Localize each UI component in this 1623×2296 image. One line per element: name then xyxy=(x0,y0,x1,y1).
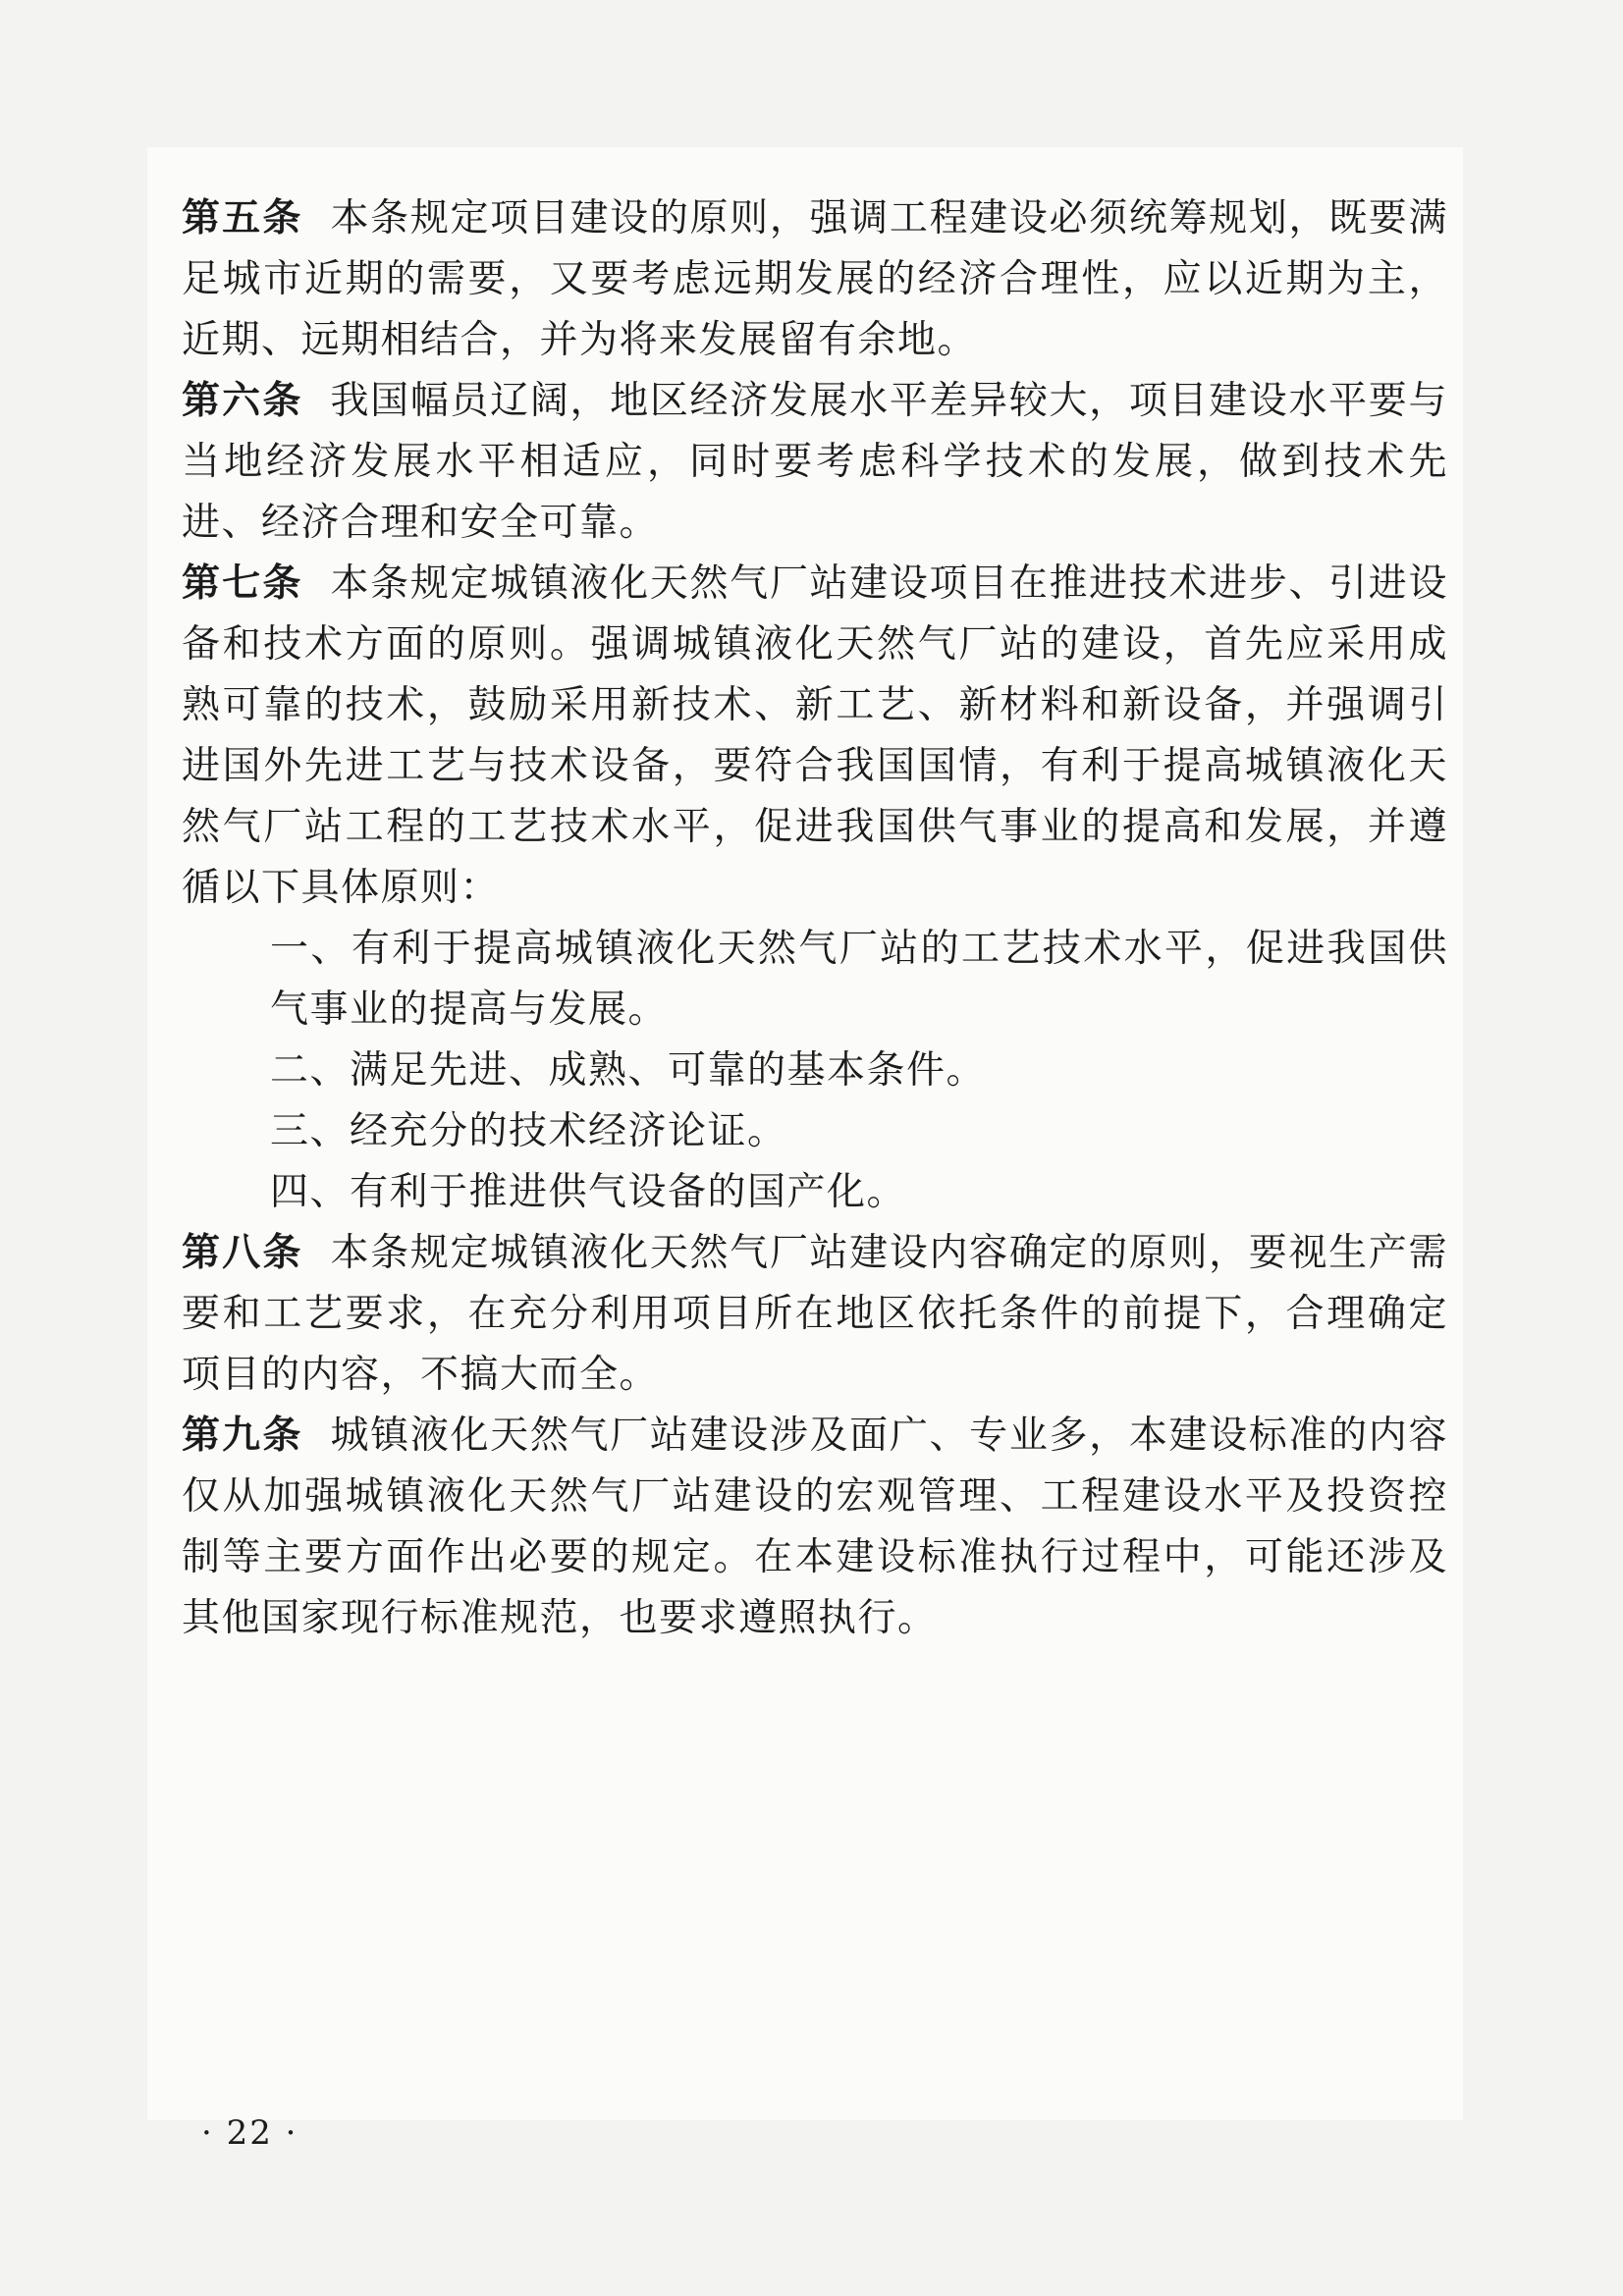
article-text: 本条规定项目建设的原则，强调工程建设必须统筹规划，既要满足城市近期的需要，又要考虑远期发展的经济合理性，应以近期为主，近期、远期相结合，并为将来发展留有余地。 xyxy=(182,196,1448,362)
article-text: 城镇液化天然气厂站建设涉及面广、专业多，本建设标准的内容仅从加强城镇液化天然气厂站建设的宏观管理、工程建设水平及投资控制等主要方面作出必要的规定。在本建设标准执行过程中，可能还涉及其他国家现行标准规范，也要求遵照执行。 xyxy=(182,1414,1448,1640)
article-7 xyxy=(182,554,1448,919)
article-5 xyxy=(182,188,1448,371)
list-item: 一、有利于提高城镇液化天然气厂站的工艺技术水平，促进我国供气事业的提高与发展。 xyxy=(270,927,1448,1032)
article-9 xyxy=(182,1406,1448,1649)
list-item: 二、满足先进、成熟、可靠的基本条件。 xyxy=(270,1048,987,1093)
article-heading: 第五条 xyxy=(182,196,303,240)
article-heading: 第七条 xyxy=(182,561,303,606)
article-heading: 第六条 xyxy=(182,379,303,423)
article-8 xyxy=(182,1223,1448,1406)
article-text: 本条规定城镇液化天然气厂站建设内容确定的原则，要视生产需要和工艺要求，在充分利用项目所在地区依托条件的前提下，合理确定项目的内容，不搞大而全。 xyxy=(182,1231,1448,1397)
list-item: 三、经充分的技术经济论证。 xyxy=(270,1109,787,1153)
article-6 xyxy=(182,371,1448,554)
article-text: 本条规定城镇液化天然气厂站建设项目在推进技术进步、引进设备和技术方面的原则。强调城镇液化天然气厂站的建设，首先应采用成熟可靠的技术，鼓励采用新技术、新工艺、新材料和新设备，并强调引进国外先进工艺与技术设备，要符合我国国情，有利于提高城镇液化天然气厂站工程的工艺技术水平，促进我国供气事业的提高和发展，并遵循以下具体原则： xyxy=(182,561,1448,910)
list-item: 四、有利于推进供气设备的国产化。 xyxy=(270,1170,907,1214)
article-heading: 第九条 xyxy=(182,1414,303,1458)
page-number: · 22 · xyxy=(201,2113,298,2153)
article-text: 我国幅员辽阔，地区经济发展水平差异较大，项目建设水平要与当地经济发展水平相适应，同时要考虑科学技术的发展，做到技术先进、经济合理和安全可靠。 xyxy=(182,379,1448,545)
document-body xyxy=(182,188,1448,1649)
article-heading: 第八条 xyxy=(182,1231,303,1275)
